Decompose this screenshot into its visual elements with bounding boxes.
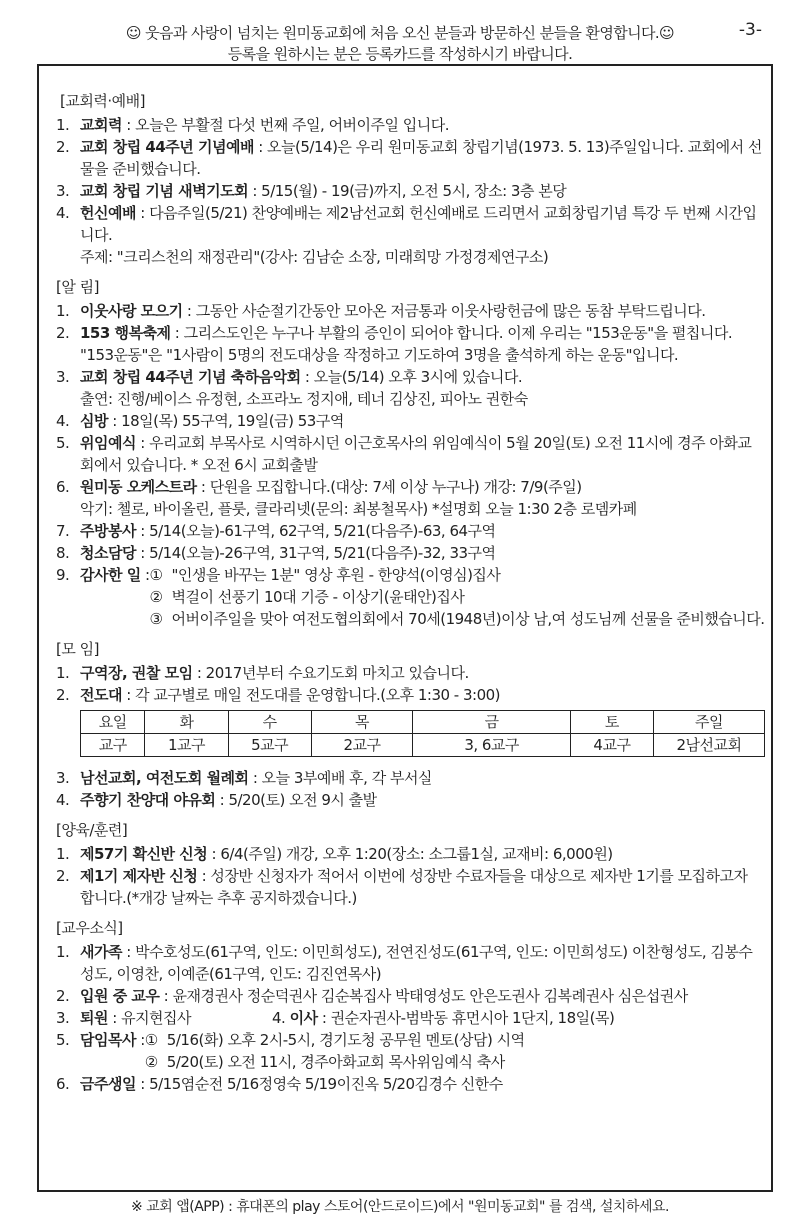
training-item (50, 843, 765, 865)
item-body: 5/15(월) - 19(금)까지, 오전 5시, 장소: 3층 본당 (261, 182, 567, 200)
item-sep: : (300, 368, 314, 386)
item-number: 1. (56, 116, 70, 134)
thanks-line (150, 564, 765, 586)
notice-item (50, 520, 765, 542)
calendar-item (50, 180, 765, 202)
table-row (81, 734, 765, 757)
notice-item (50, 300, 765, 322)
item-sep: : (253, 138, 268, 156)
item-body: 다음주일(5/21) 찬양예배는 제2남선교회 헌신예배로 드리면서 교회창립기념 특강 두 번째 시간입니다. (80, 204, 757, 244)
item-head: 금주생일 (80, 1075, 136, 1093)
item-body: 5/15염순전 5/16정영숙 5/19이진옥 5/20김경수 신한수 (149, 1075, 503, 1093)
item-body: 오늘 3부예배 후, 각 부서실 (261, 769, 432, 787)
item-body: 오늘(5/14)은 우리 원미동교회 창립기념(1973. 5. 13)주일입니다. 교회에서 선물을 준비했습니다. (80, 138, 762, 178)
thanks-text: 어버이주일을 맞아 여전도협의회에서 70세(1948년)이상 남,여 성도님께 선물을 준비했습니다. (171, 610, 765, 628)
item-head: 제1기 제자반 신청 (80, 867, 198, 885)
item-number: 8. (56, 544, 70, 562)
table-header-cell: 수 (228, 711, 311, 734)
item-sep: : (170, 324, 184, 342)
item-sep: : (121, 116, 136, 134)
circle-number: ② (144, 1053, 158, 1071)
item-sep: : (107, 412, 122, 430)
item-number: 7. (56, 522, 70, 540)
item-number: 6. (56, 478, 70, 496)
meeting-item (50, 767, 765, 789)
item-head: 새가족 (80, 943, 122, 961)
item-number: 2. (56, 138, 70, 156)
meeting-item (50, 684, 765, 706)
item-head: 구역장, 권찰 모임 (80, 664, 193, 682)
item-head: 제57기 확신반 신청 (80, 845, 208, 863)
member-item (50, 1073, 765, 1095)
register-line: 등록을 원하시는 분은 등록카드를 작성하시기 바랍니다. (227, 45, 573, 63)
item-body: 우리교회 부목사로 시역하시던 이근호목사의 위임예식이 5월 20일(토) 오전 11시에 경주 아화교회에서 있습니다. * 오전 6시 교회출발 (80, 434, 752, 474)
item-number: 4. (56, 412, 70, 430)
notice-item (50, 542, 765, 564)
item-sep: : (135, 204, 150, 222)
item-head: 남선교회, 여전도회 월례회 (80, 769, 249, 787)
item-sep: : (182, 302, 196, 320)
theme-line: 주제: "크리스천의 재정관리"(강사: 김남순 소장, 미래희망 가정경제연구소) (80, 248, 549, 266)
table-cell: 교구 (81, 734, 145, 757)
item-head: 교회 창립 44주년 기념 축하음악회 (80, 368, 301, 386)
calendar-item (50, 114, 765, 136)
item-body: 5/14(오늘)-26구역, 31구역, 5/21(다음주)-32, 33구역 (149, 544, 496, 562)
item-body: 윤재경권사 정순덕권사 김순복집사 박태영성도 안은도권사 김복례권사 심은섭권사 (172, 987, 688, 1005)
thanks-text: 벽걸이 선풍기 10대 기증 - 이상기(윤태안)집사 (171, 588, 465, 606)
calendar-list (50, 114, 765, 268)
item-sep: : (140, 566, 150, 584)
item-head: 입원 중 교우 (80, 987, 160, 1005)
circle-number: ② (149, 588, 163, 606)
training-list (50, 843, 765, 909)
item-sep: : (317, 1009, 331, 1027)
item-sep: : (121, 686, 136, 704)
notice-item (50, 322, 765, 366)
item-number: 2. (56, 987, 70, 1005)
table-cell: 4교구 (570, 734, 653, 757)
item-head: 담임목사 (80, 1031, 136, 1049)
table-header-cell: 요일 (81, 711, 145, 734)
meeting-item (50, 662, 765, 684)
table-cell: 5교구 (228, 734, 311, 757)
item-body: 박수호성도(61구역, 인도: 이민희성도), 전연진성도(61구역, 인도: 이민희성도) 이찬형성도, 김봉수성도, 이영찬, 이예준(61구역, 인도: 김진연목사) (80, 943, 753, 983)
item-head: 이웃사랑 모으기 (80, 302, 183, 320)
item-sep: : (135, 434, 150, 452)
table-cell: 2남선교회 (653, 734, 764, 757)
bulletin-content (50, 90, 765, 1095)
meetings-list (50, 662, 765, 811)
table-cell: 3, 6교구 (413, 734, 571, 757)
item-body: 그동안 사순절기간동안 모아온 저금통과 이웃사랑헌금에 많은 동참 부탁드립니다. (195, 302, 706, 320)
item-sep: : (192, 664, 206, 682)
item-head: 교회력 (80, 116, 122, 134)
item-head: 헌신예배 (80, 204, 136, 222)
item-number: 9. (56, 566, 70, 584)
item-head: 주향기 찬양대 야유회 (80, 791, 216, 809)
item-number: 2. (56, 324, 70, 342)
item-head: 전도대 (80, 686, 122, 704)
table-header-row (81, 711, 765, 734)
notice-item (50, 564, 765, 630)
item-sep: : (159, 987, 173, 1005)
thanks-line (150, 608, 765, 630)
item-sep: : (248, 769, 262, 787)
member-item (50, 1029, 765, 1073)
item-number: 4. (56, 204, 70, 222)
section-title-meetings: [모 임] (56, 640, 99, 658)
calendar-item (50, 136, 765, 180)
item-head: 퇴원 (80, 1009, 108, 1027)
item-body: 오늘은 부활절 다섯 번째 주일, 어버이주일 입니다. (135, 116, 450, 134)
notice-item (50, 432, 765, 476)
notices-list (50, 300, 765, 630)
circle-number: ① (144, 1031, 158, 1049)
item-number: 3. (56, 368, 70, 386)
circle-number: ③ (149, 610, 163, 628)
item-body: 그리스도인은 누구나 부활의 증인이 되어야 합니다. 이제 우리는 "153운동"을 펼칩니다. "153운동"은 "1사람이 5명의 전도대상을 작정하고 기도하여 3명을 출석하게 하는 운동"입니다. (80, 324, 733, 364)
item-number: 3. (56, 182, 70, 200)
item-number: 2. (56, 867, 70, 885)
item-head: 주방봉사 (80, 522, 136, 540)
circle-number: ① (149, 566, 163, 584)
item-head: 원미동 오케스트라 (80, 478, 197, 496)
table-header-cell: 토 (570, 711, 653, 734)
item-body: 18일(목) 55구역, 19일(금) 53구역 (121, 412, 344, 430)
item-number: 4. (56, 791, 70, 809)
item-head: 교회 창립 기념 새벽기도회 (80, 182, 249, 200)
table-cell: 1교구 (145, 734, 228, 757)
thanks-text: "인생을 바꾸는 1분" 영상 후원 - 한양석(이영심)집사 (171, 566, 501, 584)
page-number: -3- (738, 20, 762, 40)
item-body: 2017년부터 수요기도회 마치고 있습니다. (205, 664, 469, 682)
item-sep: : (107, 1009, 122, 1027)
item-body: 6/4(주일) 개강, 오후 1:20(장소: 소그룹1실, 교재비: 6,000원) (220, 845, 613, 863)
table-cell: 2교구 (311, 734, 413, 757)
section-title-members: [교우소식] (56, 919, 123, 937)
item-number: 3. (56, 1009, 70, 1027)
item-body: 단원을 모집합니다.(대상: 7세 이상 누구나) 개강: 7/9(주일) (209, 478, 582, 496)
item-number: 4. (272, 1009, 286, 1027)
item-sep: : (135, 1031, 145, 1049)
performers-line: 출연: 진행/베이스 유정현, 소프라노 정지애, 테너 김상진, 피아노 권한숙 (80, 390, 528, 408)
item-number: 1. (56, 845, 70, 863)
item-body: 오늘(5/14) 오후 3시에 있습니다. (313, 368, 523, 386)
section-title-training: [양육/훈련] (56, 821, 128, 839)
table-header-cell: 주일 (653, 711, 764, 734)
item-number: 1. (56, 664, 70, 682)
item-sep: : (135, 522, 150, 540)
table-header-cell: 금 (413, 711, 571, 734)
item-head: 감사한 일 (80, 566, 141, 584)
item-number: 3. (56, 769, 70, 787)
item-number: 1. (56, 302, 70, 320)
item-head: 153 행복축제 (80, 324, 171, 342)
item-sep: : (248, 182, 262, 200)
item-number: 6. (56, 1075, 70, 1093)
item-sep: : (215, 791, 229, 809)
pastor-line (145, 1051, 765, 1073)
table-header-cell: 목 (311, 711, 413, 734)
notice-item (50, 476, 765, 498)
calendar-item (50, 202, 765, 246)
item-sep: : (207, 845, 221, 863)
section-title-calendar: [교회력·예배] (60, 92, 145, 110)
item-head: 교회 창립 44주년 기념예배 (80, 138, 254, 156)
item-head: 심방 (80, 412, 108, 430)
item-head: 이사 (289, 1009, 318, 1027)
members-list (50, 941, 765, 1095)
member-item (50, 985, 765, 1007)
training-item (50, 865, 765, 909)
section-title-notices: [알 림] (56, 278, 99, 296)
item-head: 청소담당 (80, 544, 136, 562)
welcome-line: ☺ 웃음과 사랑이 넘치는 원미동교회에 처음 오신 분들과 방문하신 분들을 환영합니다.☺ (125, 24, 675, 42)
item-body: 성장반 신청자가 적어서 이번에 성장반 수료자들을 대상으로 제자반 1기를 모집하고자 합니다.(*개강 날짜는 추후 공지하겠습니다.) (80, 867, 748, 907)
pastor-line (145, 1029, 765, 1051)
member-item (50, 941, 765, 985)
meeting-item (50, 789, 765, 811)
item-head: 위임예식 (80, 434, 136, 452)
item-body: 각 교구별로 매일 전도대를 운영합니다.(오후 1:30 - 3:00) (135, 686, 501, 704)
item-number: 5. (56, 1031, 70, 1049)
thanks-line (150, 586, 765, 608)
item-number: 2. (56, 686, 70, 704)
item-number: 1. (56, 943, 70, 961)
item-sep: : (135, 1075, 150, 1093)
item-body: 유지현집사 (121, 1009, 192, 1027)
notice-item (50, 410, 765, 432)
item-sep: : (197, 867, 211, 885)
item-body: 권순자권사-범박동 휴먼시아 1단지, 18일(목) (330, 1009, 615, 1027)
item-sep: : (196, 478, 210, 496)
table-header-cell: 화 (145, 711, 228, 734)
member-item-row (50, 1007, 765, 1029)
item-number: 5. (56, 434, 70, 452)
orchestra-line: 악기: 첼로, 바이올린, 플룻, 클라리넷(문의: 최봉철목사) *설명회 오늘 1:30 2층 로뎀카페 (80, 500, 637, 518)
evangelism-schedule-table (80, 710, 765, 757)
item-sep: : (135, 544, 150, 562)
item-body: 5/14(오늘)-61구역, 62구역, 5/21(다음주)-63, 64구역 (149, 522, 496, 540)
item-sep: : (121, 943, 136, 961)
pastor-text: 5/20(토) 오전 11시, 경주아화교회 목사위임예식 축사 (166, 1053, 505, 1071)
notice-item (50, 366, 765, 388)
app-install-note: ※ 교회 앱(APP) : 휴대폰의 play 스토어(안드로이드)에서 "원미동교회" 를 검색, 설치하세요. (131, 1199, 669, 1215)
item-body: 5/20(토) 오전 9시 출발 (228, 791, 377, 809)
pastor-text: 5/16(화) 오후 2시-5시, 경기도청 공무원 멘토(상담) 시역 (166, 1031, 525, 1049)
